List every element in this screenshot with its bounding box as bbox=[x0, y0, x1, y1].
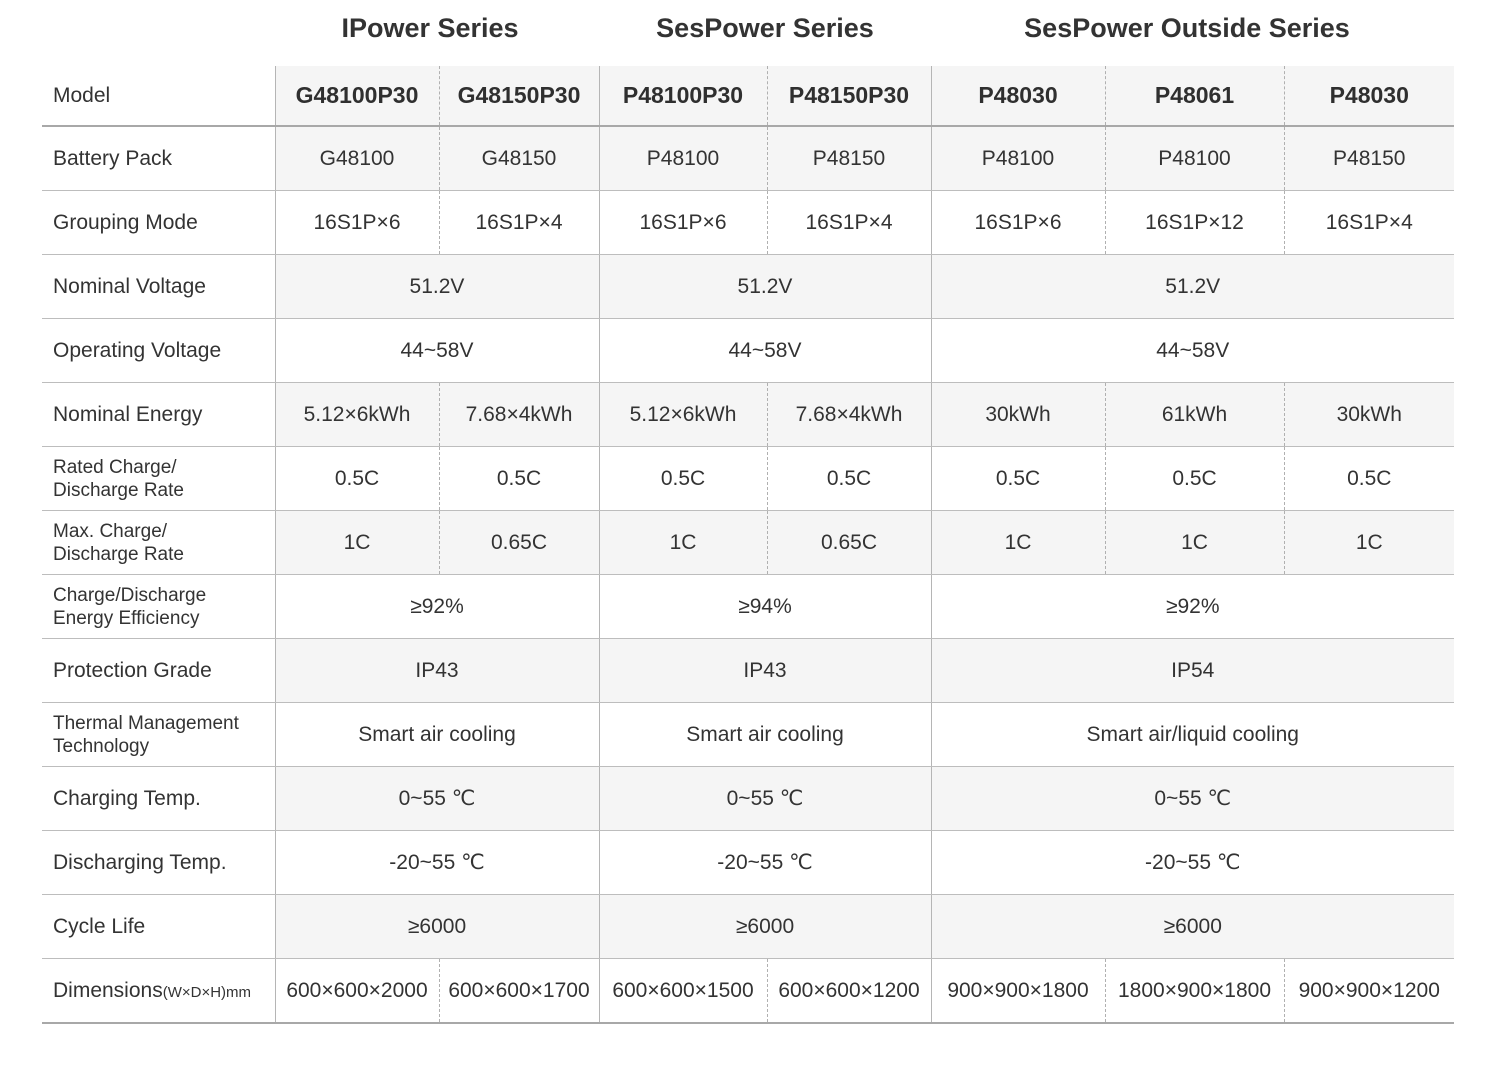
table-cell: P48100 bbox=[599, 126, 767, 191]
table-cell: ≥6000 bbox=[275, 895, 599, 959]
row-label bbox=[42, 511, 275, 575]
table-cell: 51.2V bbox=[275, 255, 599, 319]
table-cell: 1C bbox=[599, 511, 767, 575]
table-cell: 0.5C bbox=[931, 447, 1105, 511]
table-cell: 900×900×1800 bbox=[931, 959, 1105, 1024]
row-label-line: Technology bbox=[53, 735, 150, 757]
table-cell: 900×900×1200 bbox=[1284, 959, 1454, 1024]
row-label bbox=[42, 703, 275, 767]
table-cell: 0.5C bbox=[439, 447, 599, 511]
series-title-ipower: IPower Series bbox=[341, 13, 519, 43]
model-cell: P48150P30 bbox=[767, 66, 931, 126]
table-cell: 0.5C bbox=[767, 447, 931, 511]
table-cell: 1C bbox=[1105, 511, 1284, 575]
table-cell: IP54 bbox=[931, 639, 1454, 703]
table-cell: 1C bbox=[1284, 511, 1454, 575]
table-cell: IP43 bbox=[599, 639, 931, 703]
model-cell: G48100P30 bbox=[275, 66, 439, 126]
table-cell: Smart air cooling bbox=[275, 703, 599, 767]
table-cell: P48100 bbox=[931, 126, 1105, 191]
row-label: Nominal Energy bbox=[42, 383, 275, 447]
table-cell: 16S1P×6 bbox=[275, 191, 439, 255]
table-cell: G48150 bbox=[439, 126, 599, 191]
table-cell: 16S1P×12 bbox=[1105, 191, 1284, 255]
table-cell: 0.5C bbox=[1284, 447, 1454, 511]
table-cell: ≥94% bbox=[599, 575, 931, 639]
table-cell: 1C bbox=[931, 511, 1105, 575]
table-row-grouping-mode bbox=[42, 191, 1454, 255]
table-cell: P48150 bbox=[767, 126, 931, 191]
spec-table bbox=[42, 66, 1454, 1024]
table-row-max-rate bbox=[42, 511, 1454, 575]
table-cell: 0~55 ℃ bbox=[599, 767, 931, 831]
table-cell: 44~58V bbox=[931, 319, 1454, 383]
table-cell: P48150 bbox=[1284, 126, 1454, 191]
table-cell: 600×600×2000 bbox=[275, 959, 439, 1024]
table-cell: 600×600×1200 bbox=[767, 959, 931, 1024]
table-cell: ≥92% bbox=[275, 575, 599, 639]
model-cell: P48061 bbox=[1105, 66, 1284, 126]
table-cell: 0.65C bbox=[439, 511, 599, 575]
table-cell: 30kWh bbox=[1284, 383, 1454, 447]
row-label-line: Thermal Management bbox=[53, 712, 239, 734]
table-row-cycle-life bbox=[42, 895, 1454, 959]
table-cell: Smart air cooling bbox=[599, 703, 931, 767]
row-label bbox=[42, 447, 275, 511]
table-row-nominal-voltage bbox=[42, 255, 1454, 319]
table-cell: 0.65C bbox=[767, 511, 931, 575]
table-row-discharging-temp bbox=[42, 831, 1454, 895]
row-label-line: Discharge Rate bbox=[53, 543, 184, 565]
table-cell: ≥6000 bbox=[931, 895, 1454, 959]
table-cell: 16S1P×6 bbox=[931, 191, 1105, 255]
table-cell: P48100 bbox=[1105, 126, 1284, 191]
row-label: Cycle Life bbox=[42, 895, 275, 959]
series-title-sespower-outside: SesPower Outside Series bbox=[1024, 13, 1350, 43]
table-cell: 16S1P×6 bbox=[599, 191, 767, 255]
table-row-charging-temp bbox=[42, 767, 1454, 831]
row-label-line: Charge/Discharge bbox=[53, 584, 207, 606]
table-cell: ≥92% bbox=[931, 575, 1454, 639]
table-cell: 51.2V bbox=[599, 255, 931, 319]
table-cell: Smart air/liquid cooling bbox=[931, 703, 1454, 767]
table-cell: 600×600×1700 bbox=[439, 959, 599, 1024]
table-cell: 44~58V bbox=[275, 319, 599, 383]
table-row-dimensions bbox=[42, 959, 1454, 1024]
table-cell: 5.12×6kWh bbox=[599, 383, 767, 447]
table-cell: 16S1P×4 bbox=[1284, 191, 1454, 255]
table-cell: 0~55 ℃ bbox=[275, 767, 599, 831]
table-row-operating-voltage bbox=[42, 319, 1454, 383]
table-cell: 1C bbox=[275, 511, 439, 575]
model-cell: P48030 bbox=[1284, 66, 1454, 126]
series-title-sespower: SesPower Series bbox=[656, 13, 874, 43]
table-cell: 5.12×6kWh bbox=[275, 383, 439, 447]
model-cell: G48150P30 bbox=[439, 66, 599, 126]
row-label-line: Discharge Rate bbox=[53, 479, 184, 501]
table-row-efficiency bbox=[42, 575, 1454, 639]
table-row-model bbox=[42, 66, 1454, 126]
table-cell: -20~55 ℃ bbox=[275, 831, 599, 895]
model-cell: P48100P30 bbox=[599, 66, 767, 126]
table-cell: IP43 bbox=[275, 639, 599, 703]
row-label bbox=[42, 575, 275, 639]
table-cell: 16S1P×4 bbox=[439, 191, 599, 255]
row-label-line: Rated Charge/ bbox=[53, 456, 177, 478]
table-cell: 61kWh bbox=[1105, 383, 1284, 447]
table-cell: ≥6000 bbox=[599, 895, 931, 959]
table-row-thermal bbox=[42, 703, 1454, 767]
table-cell: 51.2V bbox=[931, 255, 1454, 319]
table-cell: 16S1P×4 bbox=[767, 191, 931, 255]
table-cell: 0.5C bbox=[275, 447, 439, 511]
table-cell: G48100 bbox=[275, 126, 439, 191]
row-label-text: Dimensions bbox=[53, 978, 163, 1002]
row-label-line: Energy Efficiency bbox=[53, 607, 200, 629]
table-cell: 1800×900×1800 bbox=[1105, 959, 1284, 1024]
row-label: Grouping Mode bbox=[42, 191, 275, 255]
table-cell: 0~55 ℃ bbox=[931, 767, 1454, 831]
table-cell: 0.5C bbox=[599, 447, 767, 511]
table-cell: 7.68×4kWh bbox=[439, 383, 599, 447]
row-label: Battery Pack bbox=[42, 126, 275, 191]
table-row-protection-grade bbox=[42, 639, 1454, 703]
row-label: Operating Voltage bbox=[42, 319, 275, 383]
row-label-line: Max. Charge/ bbox=[53, 520, 168, 542]
table-row-battery-pack bbox=[42, 126, 1454, 191]
table-cell: 30kWh bbox=[931, 383, 1105, 447]
dimensions-unit: (W×D×H)mm bbox=[162, 983, 252, 1001]
row-label: Discharging Temp. bbox=[42, 831, 275, 895]
model-cell: P48030 bbox=[931, 66, 1105, 126]
table-cell: 600×600×1500 bbox=[599, 959, 767, 1024]
row-label: Charging Temp. bbox=[42, 767, 275, 831]
table-cell: -20~55 ℃ bbox=[931, 831, 1454, 895]
row-label: Nominal Voltage bbox=[42, 255, 275, 319]
table-cell: 44~58V bbox=[599, 319, 931, 383]
table-row-rated-rate bbox=[42, 447, 1454, 511]
row-label bbox=[42, 959, 275, 1024]
table-cell: 7.68×4kWh bbox=[767, 383, 931, 447]
table-row-nominal-energy bbox=[42, 383, 1454, 447]
row-label: Protection Grade bbox=[42, 639, 275, 703]
row-label: Model bbox=[42, 66, 275, 126]
table-cell: 0.5C bbox=[1105, 447, 1284, 511]
table-cell: -20~55 ℃ bbox=[599, 831, 931, 895]
